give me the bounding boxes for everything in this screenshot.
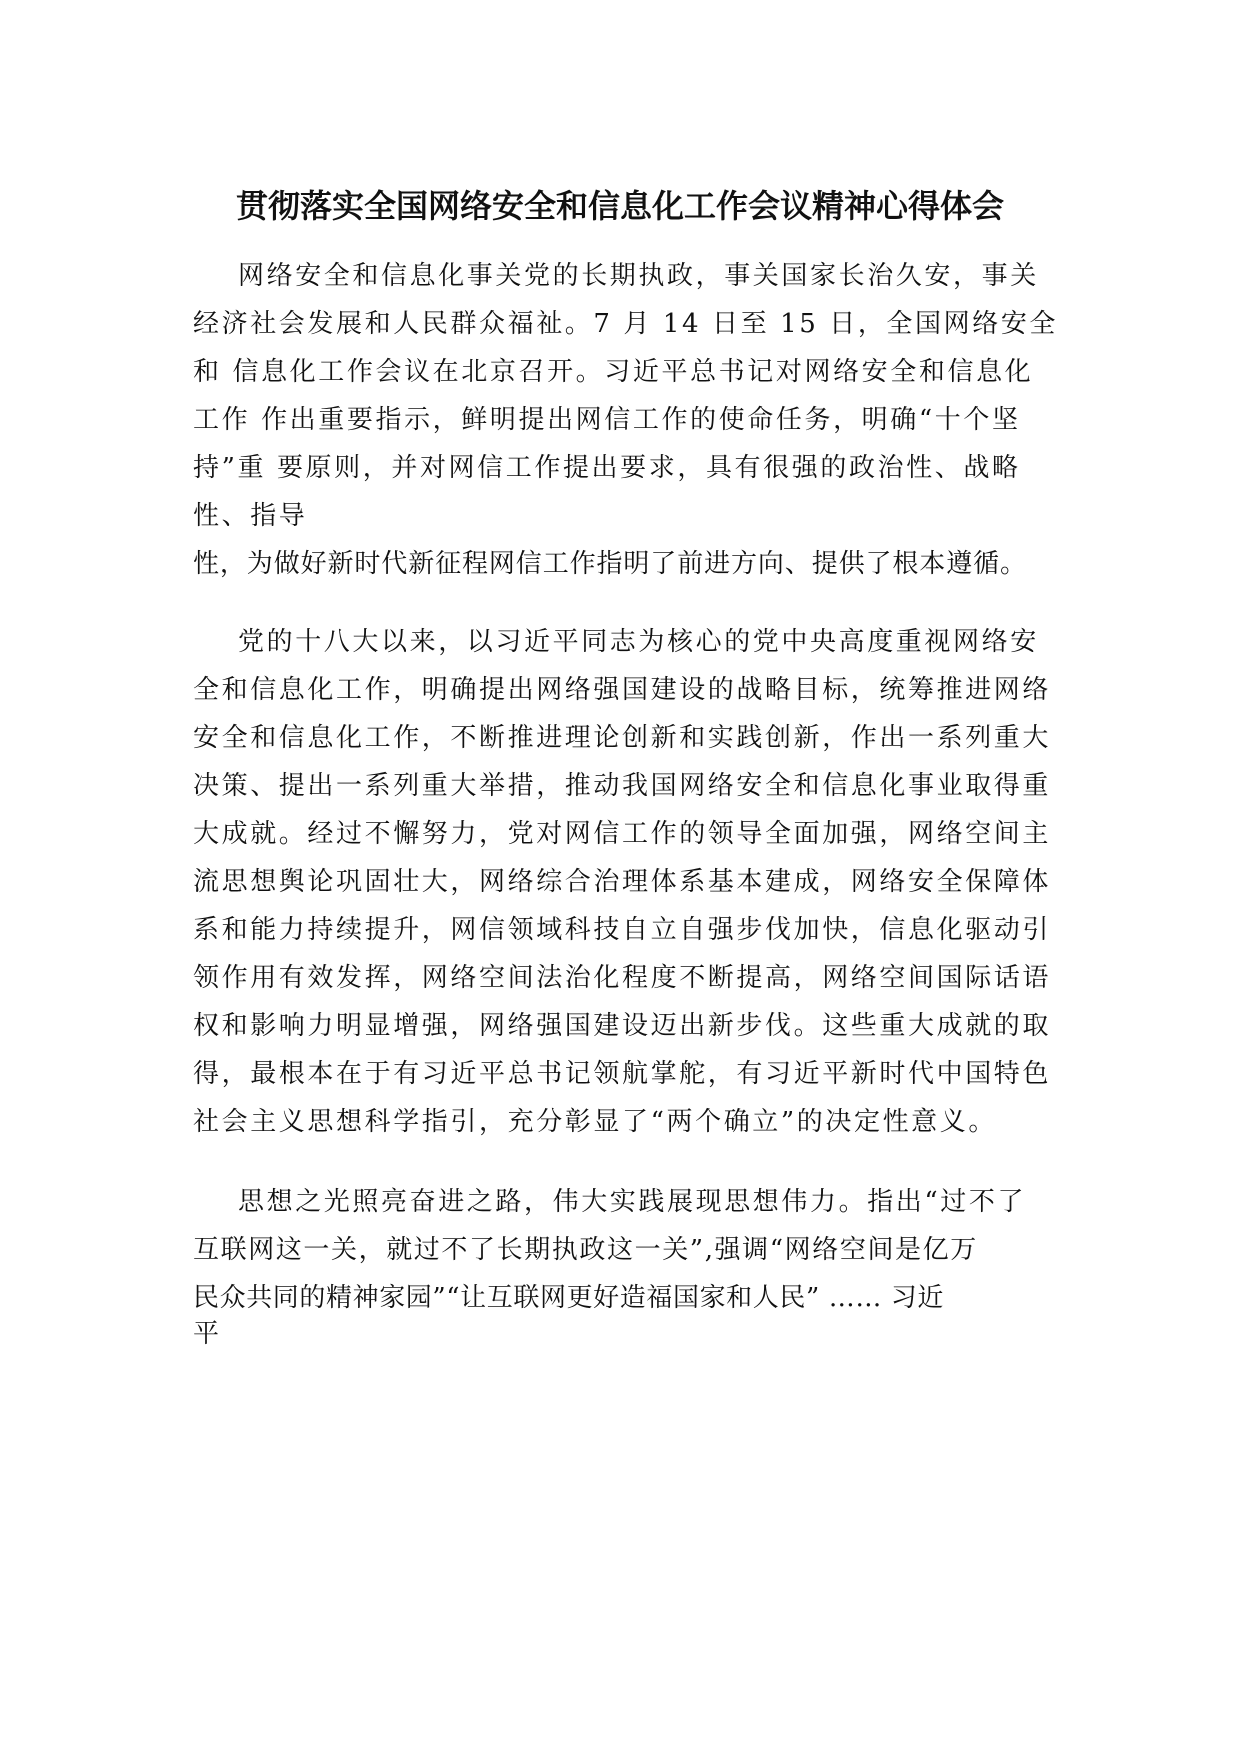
paragraph-1-line-2: 经济社会发展和人民群众福祉。7 月 14 日至 15 日，全国网络安全 — [193, 309, 1059, 339]
paragraph-2-line-4: 决策、提出一系列重大举措，推动我国网络安全和信息化事业取得重 — [193, 771, 1052, 801]
paragraph-2-line-6: 流思想舆论巩固壮大，网络综合治理体系基本建成，网络安全保障体 — [193, 867, 1052, 897]
paragraph-1-line-6: 性、指导 — [193, 501, 308, 531]
paragraph-3-line-4: 平 — [193, 1319, 222, 1349]
paragraph-2-line-9: 权和影响力明显增强，网络强国建设迈出新步伐。这些重大成就的取 — [193, 1011, 1052, 1041]
paragraph-1-line-7: 性，为做好新时代新征程网信工作指明了前进方向、提供了根本遵循。 — [193, 549, 1027, 579]
paragraph-1-line-3: 和 信息化工作会议在北京召开。习近平总书记对网络安全和信息化 — [193, 357, 1034, 387]
paragraph-2-line-7: 系和能力持续提升，网信领域科技自立自强步伐加快，信息化驱动引 — [193, 915, 1052, 945]
paragraph-1-line-4: 工作 作出重要指示，鲜明提出网信工作的使命任务，明确“十个坚 — [193, 405, 1021, 435]
paragraph-2-line-5: 大成就。经过不懈努力，党对网信工作的领导全面加强，网络空间主 — [193, 819, 1052, 849]
paragraph-2-line-3: 安全和信息化工作，不断推进理论创新和实践创新，作出一系列重大 — [193, 723, 1052, 753]
paragraph-2-line-11: 社会主义思想科学指引，充分彰显了“两个确立”的决定性意义。 — [193, 1107, 997, 1137]
paragraph-2-line-10: 得，最根本在于有习近平总书记领航掌舵，有习近平新时代中国特色 — [193, 1059, 1052, 1089]
document-title: 贯彻落实全国网络安全和信息化工作会议精神心得体会 — [235, 187, 1004, 225]
paragraph-3-line-1: 思想之光照亮奋进之路，伟大实践展现思想伟力。指出“过不了 — [238, 1187, 1027, 1217]
paragraph-2-line-8: 领作用有效发挥，网络空间法治化程度不断提高，网络空间国际话语 — [193, 963, 1052, 993]
paragraph-3-line-2: 互联网这一关，就过不了长期执政这一关”,强调“网络空间是亿万 — [193, 1235, 978, 1265]
paragraph-2-line-2: 全和信息化工作，明确提出网络强国建设的战略目标，统筹推进网络 — [193, 675, 1052, 705]
paragraph-1-line-5: 持”重 要原则，并对网信工作提出要求，具有很强的政治性、战略 — [193, 453, 1021, 483]
paragraph-3-line-3: 民众共同的精神家园”“让互联网更好造福国家和人民” …… 习近 — [193, 1283, 945, 1313]
paragraph-1-line-1: 网络安全和信息化事关党的长期执政，事关国家长治久安，事关 — [238, 261, 1039, 291]
paragraph-2-line-1: 党的十八大以来，以习近平同志为核心的党中央高度重视网络安 — [238, 627, 1039, 657]
